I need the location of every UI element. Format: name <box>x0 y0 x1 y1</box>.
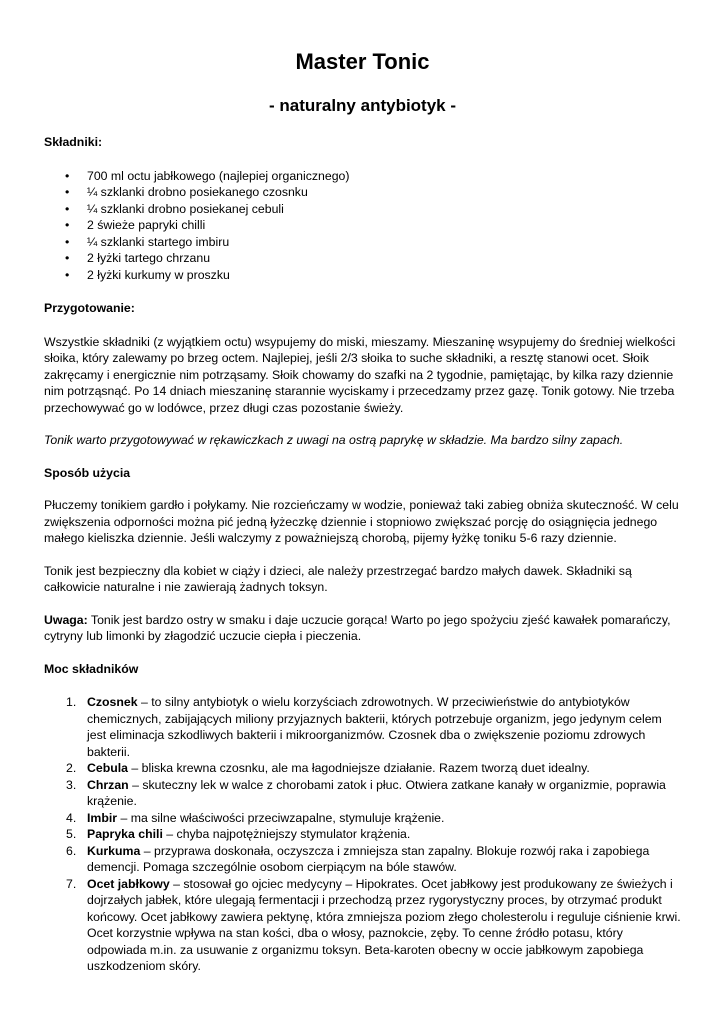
item-number: 6. <box>66 843 77 858</box>
list-item <box>44 826 681 843</box>
power-list <box>44 694 681 975</box>
item-name: Kurkuma <box>87 843 141 858</box>
list-item: • 2 świeże papryki chilli <box>44 217 681 234</box>
usage-heading: Sposób użycia <box>44 465 131 480</box>
list-item: • ¼ szklanki drobno posiekanej cebuli <box>44 201 681 218</box>
list-item <box>44 760 681 777</box>
item-number: 4. <box>66 810 77 825</box>
item-name: Imbir <box>87 810 118 825</box>
item-text: – to silny antybiotyk o wielu korzyściach zdrowotnych. W przeciwieństwie do antybiotyków chemicznych, zabijających miliony przyjaznych bakterii, których potrzebuje organizm, jego jedynym celem jest eliminacja szkodliwych bakterii i mikroorganizmów. Czosnek dba o zwiększenie poziomu zdrowych bakterii. <box>87 695 662 759</box>
item-text: – przyprawa doskonała, oczyszcza i zmniejsza stan zapalny. Blokuje rozwój raka i zapobiega demencji. Pomaga szczególnie osobom cierpiącym na bóle stawów. <box>87 843 650 874</box>
item-name: Papryka chili <box>87 827 163 841</box>
item-text: – chyba najpotężniejszy stymulator krążenia. <box>162 827 411 841</box>
list-item: • ¼ szklanki startego imbiru <box>44 234 681 251</box>
item-number: 7. <box>66 876 77 891</box>
list-item <box>44 843 681 876</box>
list-item: • ¼ szklanki drobno posiekanego czosnku <box>44 184 681 201</box>
item-text: – ma silne właściwości przeciwzapalne, stymuluje krążenie. <box>117 810 445 825</box>
item-name: Ocet jabłkowy <box>87 876 170 891</box>
list-item <box>44 876 681 975</box>
preparation-paragraph: Wszystkie składniki (z wyjątkiem octu) wsypujemy do miski, mieszamy. Mieszaninę wsypujemy do średniej wielkości słoika, który zalewamy po brzeg octem. Najlepiej, jeśli 2/3 słoika to suche składniki, a resztę stanowi ocet. Słoik zakręcamy i energicznie nim potrząsamy. Słoik chowamy do szafki na 2 tygodnie, pamiętając, by kilka razy dziennie nim potrząsnąć. Po 14 dniach mieszaninę starannie wyciskamy i przecedzamy przez gazę. Tonik gotowy. Nie trzeba przechowywać go w lodówce, przez długi czas pozostanie świeży. <box>44 334 676 415</box>
page-subtitle: - naturalny antybiotyk - <box>268 96 457 115</box>
power-heading: Moc składników <box>44 661 139 676</box>
item-text: – skuteczny lek w walce z chorobami zatok i płuc. Otwiera zatkane kanały w organizmie, poprawia krążenie. <box>87 777 666 808</box>
item-name: Czosnek <box>87 695 138 709</box>
usage-paragraph-1: Płuczemy tonikiem gardło i połykamy. Nie rozcieńczamy w wodzie, ponieważ taki zabieg obniża skuteczność. W celu zwiększenia odporności można pić jedną łyżeczkę dziennie i stopniowo zwiększać porcję do osiągnięcia jednego małego kieliszka dziennie. Jeśli walczymy z poważniejszą chorobą, pijemy łyżkę toniku 5-6 razy dziennie. <box>44 498 679 545</box>
page-title: Master Tonic <box>295 49 430 74</box>
item-number: 3. <box>66 777 77 792</box>
warning-label: Uwaga: <box>44 612 88 627</box>
usage-warning <box>44 612 681 645</box>
item-number: 1. <box>66 695 77 709</box>
list-item: • 2 łyżki tartego chrzanu <box>44 250 681 267</box>
list-item <box>44 810 681 827</box>
list-item: • 700 ml octu jabłkowego (najlepiej organicznego) <box>44 168 681 185</box>
list-item <box>44 694 681 760</box>
item-name: Chrzan <box>87 777 129 792</box>
item-text: – stosował go ojciec medycyny – Hipokrates. Ocet jabłkowy jest produkowany ze świeżych i dojrzałych jabłek, które ulegają fermentacji i przechodzą przez rygorystyczny proces, by otrzymać produkt końcowy. Ocet jabłkowy zawiera pektynę, która zmniejsza poziom złego cholesterolu i reguluje ciśnienie krwi. Ocet korzystnie wpływa na stan kości, dba o włosy, paznokcie, zęby. To cenne źródło potasu, który odpowiada m.in. za usuwanie z organizmu toksyn. Beta-karoten obecny w occie jabłkowym zapobiega uszkodzeniom skóry. <box>87 876 681 973</box>
ingredients-list <box>44 168 681 284</box>
ingredients-heading: Składniki: <box>44 135 103 149</box>
item-text: – bliska krewna czosnku, ale ma łagodniejsze działanie. Razem tworzą duet idealny. <box>128 761 590 775</box>
item-name: Cebula <box>87 761 128 775</box>
warning-text: Tonik jest bardzo ostry w smaku i daje uczucie gorąca! Warto po jego spożyciu zjeść kawałek pomarańczy, cytryny lub limonki by złagodzić uczucie ciepła i pieczenia. <box>44 612 671 643</box>
list-item: • 2 łyżki kurkumy w proszku <box>44 267 681 284</box>
preparation-note: Tonik warto przygotowywać w rękawiczkach z uwagi na ostrą paprykę w składzie. Ma bardzo silny zapach. <box>44 433 624 447</box>
list-item <box>44 777 681 810</box>
usage-paragraph-2: Tonik jest bezpieczny dla kobiet w ciąży i dzieci, ale należy przestrzegać bardzo małych dawek. Składniki są całkowicie naturalne i nie zawierają żadnych toksyn. <box>44 563 632 594</box>
item-number: 5. <box>66 827 77 841</box>
preparation-heading: Przygotowanie: <box>44 301 135 315</box>
item-number: 2. <box>66 761 77 775</box>
